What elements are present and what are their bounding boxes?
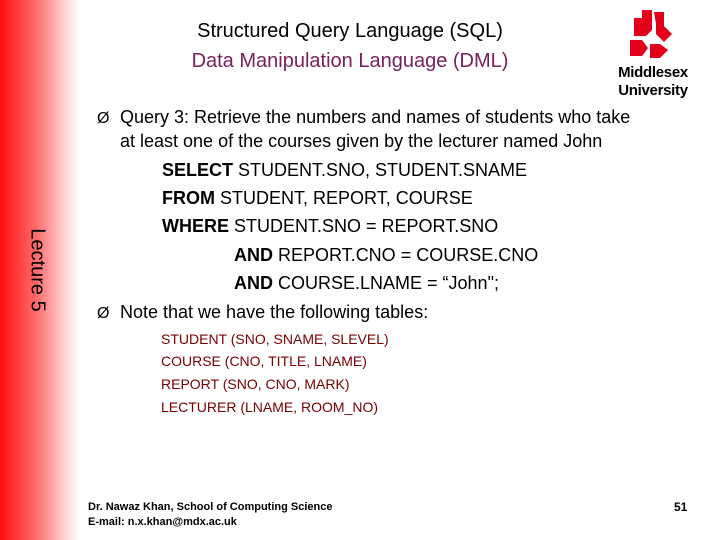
schema-course: COURSE (CNO, TITLE, LNAME) (161, 353, 367, 369)
sql-select-line (162, 160, 527, 181)
schema-report: REPORT (SNO, CNO, MARK) (161, 376, 350, 392)
bullet-1-line1: Query 3: Retrieve the numbers and names of students who take (120, 107, 631, 127)
sql-from-line (162, 188, 473, 209)
bullet-arrow-icon: Ø (97, 305, 110, 322)
sql-keyword: WHERE (162, 216, 229, 236)
sql-keyword: AND (234, 273, 273, 293)
sql-where-line (162, 216, 498, 237)
slide-title: Structured Query Language (SQL) (197, 20, 503, 42)
sql-clause: STUDENT.SNO = REPORT.SNO (229, 216, 499, 236)
university-logo (612, 6, 694, 102)
sql-and-line-2 (234, 273, 499, 294)
sql-keyword: AND (234, 245, 273, 265)
footer-author: Dr. Nawaz Khan, School of Computing Science (88, 501, 333, 513)
sql-and-line-1 (234, 245, 538, 266)
logo-text-line2: University (618, 82, 688, 99)
sql-clause: REPORT.CNO = COURSE.CNO (273, 245, 539, 265)
sql-clause: COURSE.LNAME = “John"; (273, 273, 499, 293)
lecture-label: Lecture 5 (26, 228, 49, 312)
slide-subtitle: Data Manipulation Language (DML) (191, 50, 509, 72)
footer-email: E-mail: n.x.khan@mdx.ac.uk (88, 516, 237, 528)
bullet-2-line1: Note that we have the following tables: (120, 302, 429, 322)
bullet-1-line2: at least one of the courses given by the lecturer named John (120, 131, 603, 151)
schema-student: STUDENT (SNO, SNAME, SLEVEL) (161, 331, 389, 347)
sql-keyword: FROM (162, 188, 215, 208)
schema-lecturer: LECTURER (LNAME, ROOM_NO) (161, 399, 379, 415)
bullet-arrow-icon: Ø (97, 110, 110, 127)
logo-mark-icon (612, 6, 694, 64)
sql-clause: STUDENT, REPORT, COURSE (215, 188, 473, 208)
page-number: 51 (674, 500, 688, 514)
footer-credits (88, 500, 332, 530)
logo-text-line1: Middlesex (618, 64, 688, 81)
sql-keyword: SELECT (162, 160, 234, 180)
sql-clause: STUDENT.SNO, STUDENT.SNAME (233, 160, 528, 180)
